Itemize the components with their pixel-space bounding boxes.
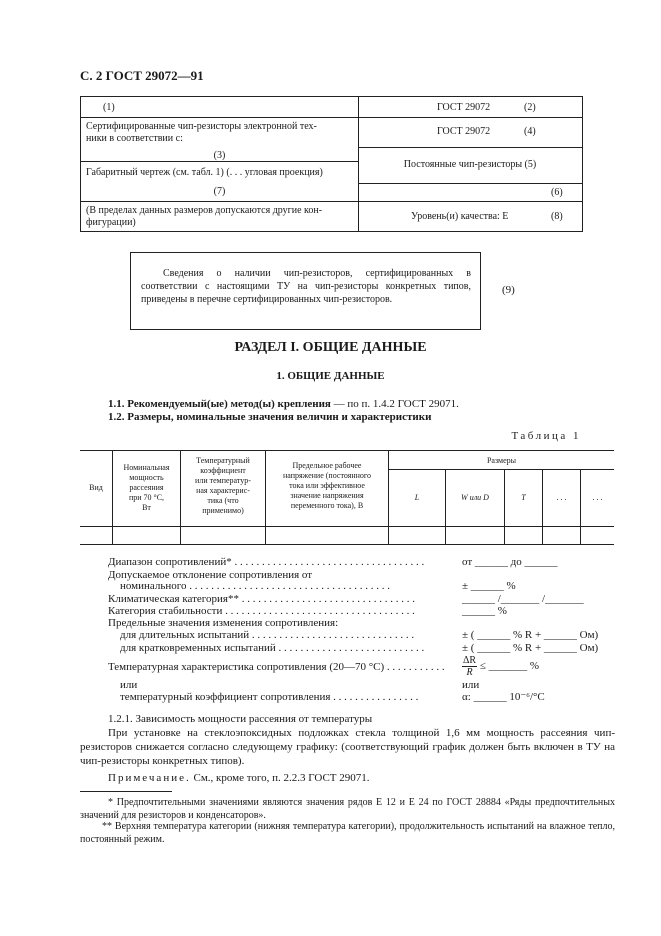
col-voltage-line: переменного тока), В	[290, 501, 364, 510]
note-text: См., кроме того, п. 2.2.3 ГОСТ 29071.	[190, 772, 370, 784]
spec-limits-label: Предельные значения изменения сопротивления:	[108, 617, 339, 629]
spec-cell-2: (2)	[524, 102, 536, 113]
spec-left-rule	[81, 117, 358, 118]
dim-extra-header: . . .	[592, 493, 603, 502]
spec-long-term-label: для длительных испытаний . . . . . . . . . . . . . . . . . . . . . . . . . . . . . .	[120, 629, 415, 641]
col-tc-line: ная характерис-	[196, 486, 250, 495]
footnote-1: * Предпочтительными значениями являются значения рядов Е 12 и Е 24 по ГОСТ 28884 «Ряды предпочтительных значений для резисторов и конденсаторов».	[80, 797, 615, 821]
note-label: Примечание.	[108, 772, 191, 784]
spec-stability-value: ______ %	[462, 605, 507, 617]
spec-climatic-label: Климатическая категория** . . . . . . . . . . . . . . . . . . . . . . . . . . . . . . . .	[108, 593, 415, 605]
spec-certified-line2: ники в соответствии с:	[86, 133, 183, 144]
spec-gost-a: ГОСТ 29072	[437, 102, 491, 113]
spec-tolerance-label: Допускаемое отклонение сопротивления от	[108, 569, 313, 581]
spec-range-label: Диапазон сопротивлений* . . . . . . . . . . . . . . . . . . . . . . . . . . . . . . . . . . .	[108, 556, 425, 568]
spec-cell-8: (8)	[551, 211, 563, 222]
table-dim-rule	[504, 469, 505, 544]
dim-extra-header: . . .	[556, 493, 567, 502]
item-1-1-rest: — по п. 1.4.2 ГОСТ 29071.	[330, 398, 459, 410]
para-body: При установке на стеклоэпоксидных подложках стекла толщиной 1,6 мм мощность рассеяния чип-резисторов снижается согласно следующему графику: (соответствующий график должен быть включен в ТУ на чип-резисторы конкретных типов).	[80, 727, 615, 767]
col-voltage-line: Предельное рабочее	[292, 461, 362, 470]
spec-range-line2: фигурации)	[86, 217, 136, 228]
col-dimensions-header: Размеры	[486, 456, 517, 465]
col-power-line: Номинальная	[123, 463, 170, 472]
temp-char-limit: ≤ _______ %	[479, 660, 540, 673]
spec-right-rule	[358, 201, 582, 202]
table-dim-rule	[542, 469, 543, 544]
spec-temp-char-label: Температурная характеристика сопротивления (20—70 °С) . . . . . . . . . . .	[108, 661, 445, 673]
note	[108, 771, 370, 785]
item-1-2: 1.2. Размеры, номинальные значения величин и характеристики	[108, 411, 432, 423]
subsection-title: 1. ОБЩИЕ ДАННЫЕ	[276, 370, 385, 382]
spec-tolerance-label-cont: номинального . . . . . . . . . . . . . . . . . . . . . . . . . . . . . . . . . . . . .	[120, 580, 391, 592]
col-voltage-line: тока или эффективное	[289, 481, 365, 490]
spec-stability-label: Категория стабильности . . . . . . . . . . . . . . . . . . . . . . . . . . . . . . . . . . .	[108, 605, 415, 617]
spec-fixed-resistors: Постоянные чип-резисторы (5)	[403, 159, 537, 170]
col-power-line: рассеяния	[129, 483, 164, 492]
spec-cell-1: (1)	[103, 102, 115, 113]
col-tc-line: коэффициент	[200, 466, 246, 475]
spec-outline-text: Габаритный чертеж (см. табл. 1) (. . . угловая проекция)	[86, 167, 323, 178]
table-caption: Таблица 1	[511, 430, 581, 442]
col-tc-line: Температурный	[196, 456, 250, 465]
col-voltage-line: значение напряжения	[290, 491, 364, 500]
col-power-line: при 70 °С,	[128, 493, 165, 502]
spec-range-line1: (В пределах данных размеров допускаются другие кон-	[86, 205, 323, 216]
spec-range-value: от ______ до ______	[462, 556, 558, 568]
spec-cell-7: (7)	[213, 186, 226, 197]
col-voltage-line: напряжение (постоянного	[282, 471, 372, 480]
spec-cell-4: (4)	[524, 126, 536, 137]
spec-short-term-value: ± ( ______ % R + ______ Ом)	[462, 642, 599, 654]
section-title: РАЗДЕЛ I. ОБЩИЕ ДАННЫЕ	[234, 340, 427, 355]
table-header-rule	[80, 526, 614, 527]
certification-notice-text: Сведения о наличии чип-резисторов, сертифицированных в соответствии с настоящими ТУ на чип-резисторы конкретных типов, приведены в перечне сертифицированных чип-резисторов.	[141, 268, 471, 305]
spec-certified-line1: Сертифицированные чип-резисторы электронной тех-	[86, 121, 317, 132]
col-tc-line: или температур-	[195, 476, 251, 485]
spec-tolerance-value: ± ______ %	[462, 580, 516, 592]
footnote-separator	[80, 791, 172, 792]
page-header: С. 2 ГОСТ 29072—91	[80, 68, 204, 83]
para-1-2-1: 1.2.1. Зависимость мощности рассеяния от температуры	[108, 713, 373, 725]
spec-table	[80, 96, 583, 232]
item-1-1	[108, 397, 459, 411]
spec-right-rule	[358, 147, 582, 148]
spec-right-rule	[358, 183, 582, 184]
item-1-1-lead: 1.1. Рекомендуемый(ые) метод(ы) крепления	[108, 398, 331, 410]
col-power-line: Вт	[142, 503, 151, 512]
spec-short-term-label: для кратковременных испытаний . . . . . . . . . . . . . . . . . . . . . . . . . . .	[120, 642, 425, 654]
col-tc-line: применимо)	[202, 506, 244, 515]
footnote-2: ** Верхняя температура категории (нижняя температура категории), продолжительность испытаний на влажное тепло, постоянный режим.	[80, 821, 615, 845]
col-power-line: мощность	[129, 473, 164, 482]
spec-or-right: или	[462, 679, 480, 691]
spec-cell-3: (3)	[213, 150, 226, 161]
spec-gost-b: ГОСТ 29072	[437, 126, 491, 137]
spec-left-rule	[81, 201, 358, 202]
spec-cell-6: (6)	[551, 187, 563, 198]
dim-l-header: L	[414, 493, 420, 502]
col-type-header: Вид	[89, 483, 103, 492]
col-power-header	[113, 463, 180, 513]
certification-notice-box	[130, 252, 481, 330]
notice-ref: (9)	[502, 284, 515, 296]
spec-or-left: или	[120, 679, 138, 691]
table-dim-rule	[445, 469, 446, 544]
spec-tcr-value: α: ______ 10⁻⁶/°С	[462, 691, 545, 703]
dim-t-header: T	[521, 493, 526, 502]
col-tc-header	[181, 456, 265, 516]
spec-long-term-value: ± ( ______ % R + ______ Ом)	[462, 629, 599, 641]
delta-r-fraction	[462, 655, 477, 678]
spec-climatic-value: ______ /_______ /_______	[462, 593, 584, 605]
fraction-numerator: ΔR	[463, 655, 477, 666]
col-tc-line: тика (что	[207, 496, 239, 505]
spec-tcr-label: температурный коэффициент сопротивления . . . . . . . . . . . . . . . .	[120, 691, 419, 703]
col-voltage-header	[266, 461, 388, 511]
table-1	[80, 450, 614, 545]
spec-right-rule	[358, 117, 582, 118]
dim-w-header: W или D	[461, 493, 489, 502]
fraction-denominator: R	[466, 667, 473, 678]
spec-temp-char-value	[462, 655, 539, 678]
table-dim-rule	[580, 469, 581, 544]
spec-quality-level: Уровень(и) качества: Е	[411, 211, 509, 222]
